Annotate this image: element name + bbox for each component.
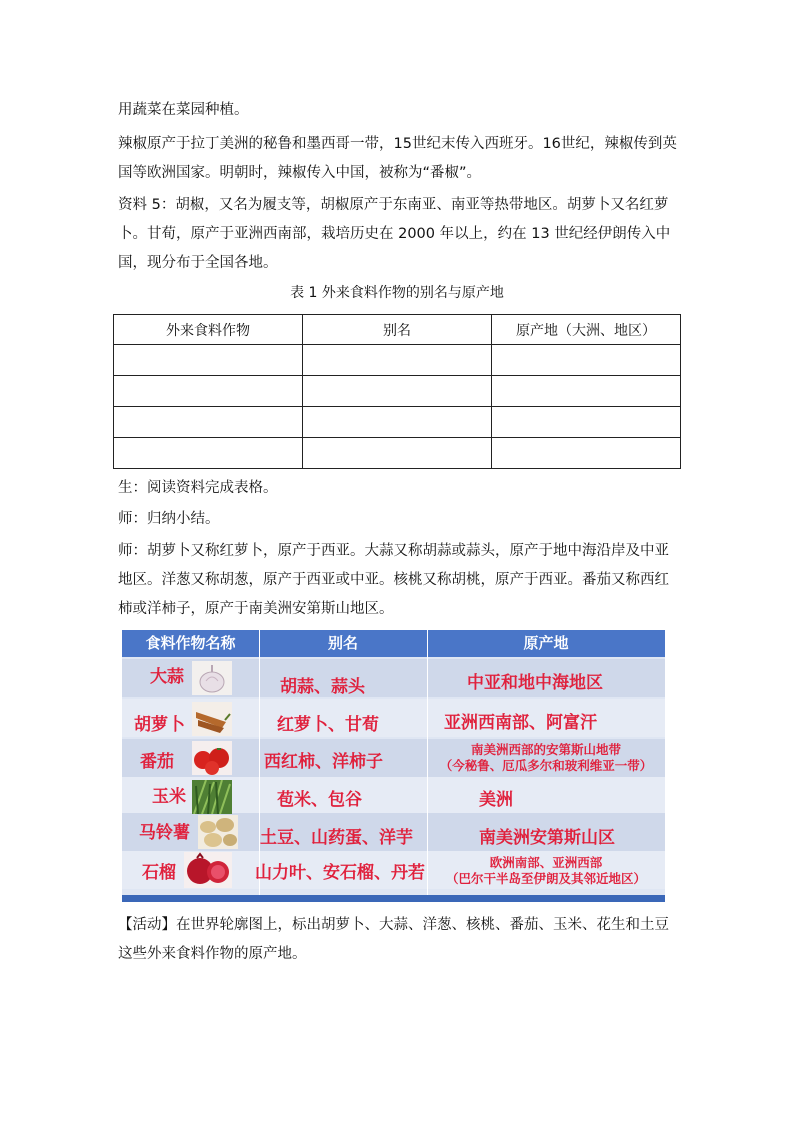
crop-name: 玉米 xyxy=(152,787,186,807)
crop-alias: 山力叶、安石榴、丹若 xyxy=(255,863,425,883)
table-header-origin: 原产地（大洲、地区） xyxy=(492,315,681,345)
table-header-alias: 别名 xyxy=(303,315,492,345)
picture-table-footer-bar xyxy=(122,895,665,902)
column-divider xyxy=(259,630,260,895)
crop-origin: 欧洲南部、亚洲西部 xyxy=(489,855,603,870)
table-row xyxy=(114,376,681,407)
corn-icon xyxy=(192,780,232,814)
crop-origin-detail: （巴尔干半岛至伊朗及其邻近地区） xyxy=(445,871,646,886)
table-row xyxy=(114,438,681,469)
paragraph-3: 资料 5：胡椒，又名为履支等，胡椒原产于东南亚、南亚等热带地区。胡萝卜又名红萝卜。甘荀，原产于亚洲西南部，栽培历史在 2000 年以上，约在 13 世纪经伊朗传入中国，现分布于全国各地。 xyxy=(118,197,671,271)
crop-name: 马铃薯 xyxy=(139,823,190,843)
picture-header-alias: 别名 xyxy=(327,634,358,652)
crop-alias: 土豆、山药蛋、洋芋 xyxy=(260,828,413,848)
picture-header-name: 食料作物名称 xyxy=(145,634,236,652)
table-cell[interactable] xyxy=(303,407,492,438)
table-cell[interactable] xyxy=(303,345,492,376)
potato-icon xyxy=(198,815,238,849)
blank-table xyxy=(113,314,681,469)
carrot-icon xyxy=(192,702,232,736)
crop-origin: 亚洲西南部、阿富汗 xyxy=(444,713,597,733)
crop-alias: 胡蒜、蒜头 xyxy=(280,677,365,697)
crop-name: 胡萝卜 xyxy=(134,715,185,735)
table-caption: 表 1 外来食料作物的别名与原产地 xyxy=(290,285,504,301)
crop-picture-table xyxy=(122,630,665,902)
crop-alias: 苞米、包谷 xyxy=(277,790,362,810)
crop-alias: 红萝卜、甘荀 xyxy=(277,715,379,735)
table-cell[interactable] xyxy=(492,438,681,469)
table-header-row xyxy=(114,315,681,345)
paragraph-2: 辣椒原产于拉丁美洲的秘鲁和墨西哥一带，15世纪末传入西班牙。16世纪，辣椒传到英国等欧洲国家。明朝时，辣椒传入中国，被称为“番椒”。 xyxy=(118,136,677,181)
table-row xyxy=(114,345,681,376)
table-cell[interactable] xyxy=(114,376,303,407)
pomegranate-icon xyxy=(184,852,232,888)
picture-header-origin: 原产地 xyxy=(523,634,569,652)
paragraph-1: 用蔬菜在菜园种植。 xyxy=(118,102,249,118)
table-row xyxy=(114,407,681,438)
crop-name: 石榴 xyxy=(142,863,176,883)
table-cell[interactable] xyxy=(303,376,492,407)
crop-alias: 西红柿、洋柿子 xyxy=(264,752,383,772)
crop-name: 番茄 xyxy=(140,752,174,772)
table-cell[interactable] xyxy=(492,407,681,438)
crop-origin: 美洲 xyxy=(479,790,513,810)
table-header-crop: 外来食料作物 xyxy=(114,315,303,345)
table-cell[interactable] xyxy=(114,438,303,469)
garlic-icon xyxy=(192,661,232,695)
table-cell[interactable] xyxy=(492,345,681,376)
crop-name: 大蒜 xyxy=(150,667,184,687)
tomato-icon xyxy=(192,741,232,775)
crop-origin-detail: （今秘鲁、厄瓜多尔和玻利维亚一带） xyxy=(439,758,653,773)
table-cell[interactable] xyxy=(114,407,303,438)
paragraph-6: 师：胡萝卜又称红萝卜，原产于西亚。大蒜又称胡蒜或蒜头，原产于地中海沿岸及中亚地区。洋葱又称胡葱，原产于西亚或中亚。核桃又称胡桃，原产于西亚。番茄又称西红柿或洋柿子，原产于南美洲安第斯山地区。 xyxy=(118,543,669,617)
table-cell[interactable] xyxy=(114,345,303,376)
crop-origin: 南美洲安第斯山区 xyxy=(479,828,615,848)
table-cell[interactable] xyxy=(303,438,492,469)
crop-origin: 中亚和地中海地区 xyxy=(467,673,603,693)
crop-origin: 南美洲西部的安第斯山地带 xyxy=(470,742,621,757)
paragraph-5: 师：归纳小结。 xyxy=(118,511,220,527)
paragraph-7: 【活动】在世界轮廓图上，标出胡萝卜、大蒜、洋葱、核桃、番茄、玉米、花生和土豆这些外来食料作物的原产地。 xyxy=(118,917,669,962)
table-cell[interactable] xyxy=(492,376,681,407)
paragraph-4: 生：阅读资料完成表格。 xyxy=(118,480,278,496)
